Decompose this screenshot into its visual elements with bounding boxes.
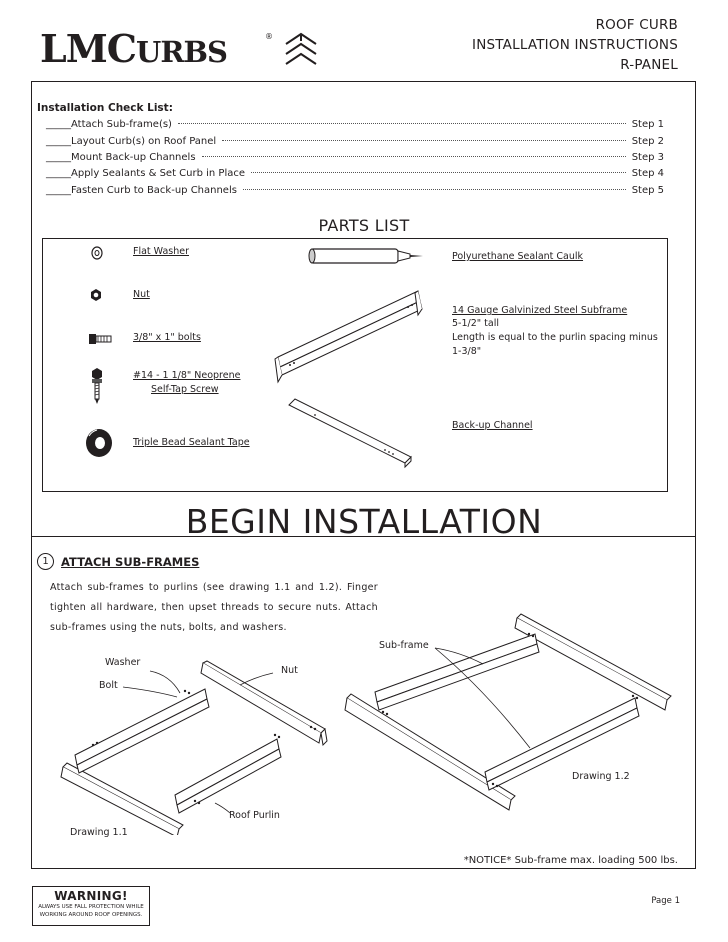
step-1-heading [37,553,199,570]
drawing-1-2-label: Drawing 1.2 [572,771,630,782]
checklist-item-label: _____Mount Back-up Channels [46,152,196,163]
callout-nut: Nut [281,665,298,676]
flat-washer-label: Flat Washer [133,246,189,257]
drawing-1-1-label: Drawing 1.1 [70,827,128,838]
checklist-item-step: Step 4 [631,168,664,179]
backup-channel-label: Back-up Channel [452,420,533,431]
leader-dots [251,172,626,173]
checklist-title: Installation Check List: [37,102,173,114]
checklist-item-step: Step 5 [631,185,664,196]
page-number: Page 1 [651,896,680,906]
checklist-item [46,136,664,152]
logo-text-urbs: URBS [136,35,227,69]
nut-icon [89,288,103,302]
warning-title: WARNING! [54,889,128,903]
checklist-item-label: _____Attach Sub-frame(s) [46,119,172,130]
checklist-item-step: Step 1 [631,119,664,130]
warning-text-line-2: WORKING AROUND ROOF OPENINGS. [39,912,143,918]
checklist-item-label: _____Apply Sealants & Set Curb in Place [46,168,246,179]
sealant-tape-label: Triple Bead Sealant Tape [133,437,250,448]
title-line-1: ROOF CURB [595,17,678,33]
callout-sub-frame: Sub-frame [379,640,429,651]
loading-notice: *NOTICE* Sub-frame max. loading 500 lbs. [463,855,678,866]
caulk-tube-icon [305,245,425,269]
leader-dots [178,123,626,124]
backup-channel-drawing [285,397,415,469]
step-number-badge: 1 [37,553,54,570]
begin-installation-heading: BEGIN INSTALLATION [185,502,543,541]
subframe-length-value: 1-3/8" [452,346,482,357]
callout-bolt: Bolt [99,680,118,691]
screw-label-line-1: #14 - 1 1/8" Neoprene [133,370,241,381]
callout-washer: Washer [105,657,141,668]
subframe-drawing [270,287,430,387]
title-line-2: INSTALLATION INSTRUCTIONS [472,37,678,53]
parts-list-title: PARTS LIST [318,216,410,235]
bolt-icon [88,331,114,347]
logo-text-c: C [106,26,137,71]
leader-dots [222,140,625,141]
checklist-item-step: Step 3 [631,152,664,163]
screw-icon [89,367,105,405]
step-title: ATTACH SUB-FRAMES [61,554,200,569]
subframe-label: 14 Gauge Galvinized Steel Subframe [452,305,628,316]
logo-text-lm: LM [40,26,107,71]
checklist-item-label: _____Layout Curb(s) on Roof Panel [46,136,217,147]
leader-dots [243,189,626,190]
step-1-instructions: Attach sub-frames to purlins (see drawing 1.1 and 1.2). Finger tighten all hardware, then upset threads to secure nuts. Attach sub-frames using the nuts, bolts, and washers. [50,582,378,633]
roof-logo-icon [283,30,319,68]
caulk-label: Polyurethane Sealant Caulk [452,251,584,262]
subframe-height: 5-1/2" tall [452,318,499,329]
screw-label-line-2: Self-Tap Screw [151,384,219,395]
checklist-item-label: _____Fasten Curb to Back-up Channels [46,185,237,196]
registered-mark: ® [265,32,273,41]
title-line-3: R-PANEL [620,57,678,73]
company-logo [40,26,227,71]
document-title [472,15,678,75]
checklist-item [46,185,664,201]
checklist-item-step: Step 2 [631,136,664,147]
warning-text-line-1: ALWAYS USE FALL PROTECTION WHILE [38,904,144,910]
leader-dots [202,156,626,157]
callout-roof-purlin: Roof Purlin [229,810,280,821]
checklist-item [46,168,664,184]
checklist-item [46,152,664,168]
warning-box [32,886,150,926]
sealant-tape-icon [84,428,114,458]
subframe-length-note: Length is equal to the purlin spacing minus [452,332,658,343]
flat-washer-icon [90,246,104,260]
drawing-1-2 [335,600,675,820]
nut-label: Nut [133,289,150,300]
checklist-item [46,119,664,135]
bolts-label: 3/8" x 1" bolts [133,332,201,343]
